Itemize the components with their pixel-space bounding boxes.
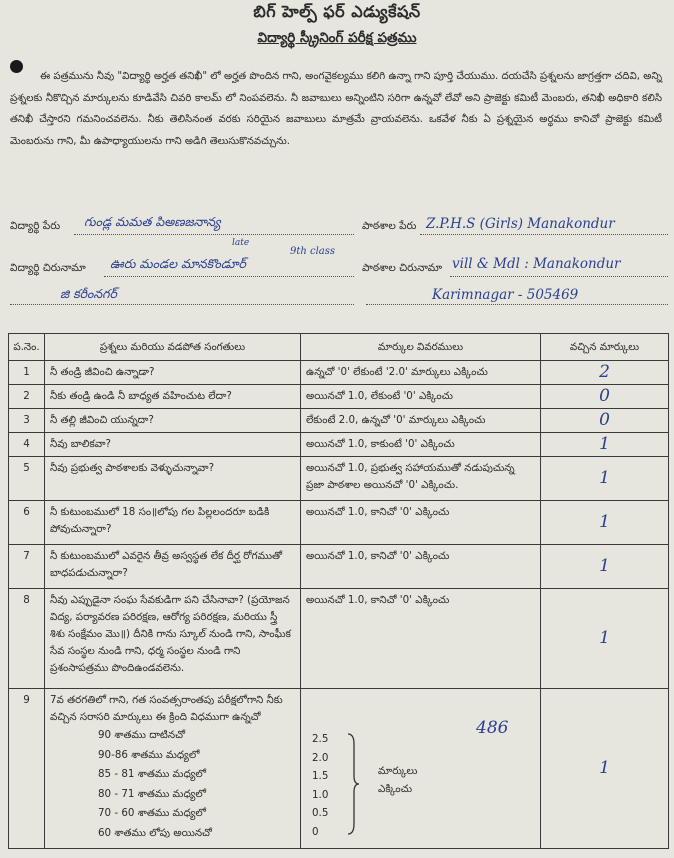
table-row <box>9 433 669 457</box>
table-row <box>9 409 669 433</box>
row-question-grades <box>45 689 301 849</box>
form-subtitle: విద్యార్థి స్క్రీనింగ్ పరీక్ష పత్రము <box>257 30 417 46</box>
school-address-line <box>450 276 668 277</box>
table-row <box>9 501 669 545</box>
row-detail: అయినచో 1.0, కాకుంటే '0' ఎక్కించు <box>301 433 541 457</box>
row-question: నీవు ఎప్పుడైనా సంఘ సేవకుడిగా పని చేసినావా? (ప్రయోజన విద్య, పర్యావరణ పరిరక్షణ, ఆరోగ్య పరిరక్షణ, మరియు స్త్రీ శిశు సంక్షేమం మొ॥) దీనికి గాను స్కూల్ నుండి గాని, సాంఘీక సేవ సంస్థల నుండి గాని, ధర్మ సంస్థల నుండి గాని ప్రశంసాపత్రము పొందిఉండవలెను. <box>45 589 301 689</box>
row-number: 7 <box>9 545 45 589</box>
table-row <box>9 385 669 409</box>
student-name-line <box>74 234 354 235</box>
school-address-line2-value[interactable]: Karimnagar - 505469 <box>432 287 579 303</box>
row-mark[interactable]: 1 <box>541 501 669 545</box>
row-detail: అయినచో 1.0, కానిచో '0' ఎక్కించు <box>301 501 541 545</box>
header-question: ప్రశ్నలు మరియు వడపోత సంగతులు <box>45 334 301 361</box>
row-mark[interactable]: 1 <box>541 457 669 501</box>
row-detail: లేకుంటే 2.0, ఉన్నచో '0' మార్కులు ఎక్కించు <box>301 409 541 433</box>
school-name-line <box>420 234 668 235</box>
row-number: 9 <box>9 689 45 849</box>
row-question: నీకు తండ్రి ఉండి నీ బాధ్యత వహించుట లేదా? <box>45 385 301 409</box>
row-detail: ఉన్నచో '0' లేకుంటే '2.0' మార్కులు ఎక్కించు <box>301 361 541 385</box>
row-mark[interactable]: 0 <box>541 409 669 433</box>
scale-value: 2.0 <box>312 751 329 764</box>
school-address-line-2 <box>366 304 668 305</box>
address-line2-value[interactable]: జి కరీంనగర్ <box>60 286 117 301</box>
student-name-label: విద్యార్థి పేరు <box>10 220 61 232</box>
grade-range-item: 85 - 81 శాతము మధ్యలో <box>98 768 206 780</box>
row-number: 4 <box>9 433 45 457</box>
grade-range-item: 70 - 60 శాతము మధ్యలో <box>98 807 206 819</box>
form-title: బిగ్ హెల్ప్ ఫర్ ఎడ్యుకేషన్ <box>253 2 421 21</box>
row-detail-scale <box>301 689 541 849</box>
grade-range-item: 90-86 శాతము మధ్యలో <box>98 748 200 761</box>
row-mark[interactable]: 1 <box>541 689 669 849</box>
screening-table <box>8 333 669 849</box>
grade-range-item: 80 - 71 శాతము మధ్యలో <box>98 787 206 800</box>
curly-brace-icon <box>346 732 360 836</box>
row-detail: అయినచో 1.0, లేకుంటే '0' ఎక్కించు <box>301 385 541 409</box>
row-question: నీవు బాలికవా? <box>45 433 301 457</box>
row-number: 1 <box>9 361 45 385</box>
row-number: 8 <box>9 589 45 689</box>
row-number: 2 <box>9 385 45 409</box>
table-row <box>9 361 669 385</box>
row-mark[interactable]: 2 <box>541 361 669 385</box>
student-address-value[interactable]: ఊరు మండల మానకొండూర్ <box>110 256 246 271</box>
header-marks-detail: మార్కుల వివరములు <box>301 334 541 361</box>
row-detail: అయినచో 1.0, కానిచో '0' ఎక్కించు <box>301 545 541 589</box>
note-late: late <box>232 238 250 248</box>
header-no: ప.నెం. <box>9 334 45 361</box>
student-address-line <box>104 276 354 277</box>
school-name-label: పాఠశాల పేరు <box>362 220 417 232</box>
row-number: 5 <box>9 457 45 501</box>
row-question: నీ తండ్రి జీవించి ఉన్నాడా? <box>45 361 301 385</box>
handwritten-score: 486 <box>476 718 509 738</box>
table-row <box>9 589 669 689</box>
school-address-value[interactable]: vill & Mdl : Manakondur <box>452 256 621 272</box>
row-question: నీ కుటుంబములో ఎవరైన తీవ్ర అస్వస్థత లేక దీర్ఘ రోగముతో బాధపడుచున్నారా? <box>45 545 301 589</box>
row-detail: అయినచో 1.0, ప్రభుత్వ సహాయముతో నడుపుచున్న ప్రజా పాఠశాల అయినచో '0' ఎక్కించు. <box>301 457 541 501</box>
table-row <box>9 545 669 589</box>
note-class: 9th class <box>290 246 336 257</box>
student-address-label: విద్యార్థి చిరునామా <box>10 262 86 274</box>
table-row <box>9 457 669 501</box>
student-name-value[interactable]: గుండ్ల మమత పిఅణజనాన్య <box>84 214 221 229</box>
marks-scale-list <box>312 730 328 841</box>
row-mark[interactable]: 1 <box>541 545 669 589</box>
row-mark[interactable]: 1 <box>541 433 669 457</box>
grade-range-item: 60 శాతము లోపు అయినచో <box>98 826 212 839</box>
table-row-9 <box>9 689 669 849</box>
scale-value: 1.0 <box>312 788 329 801</box>
grade-range-item: 90 శాతము దాటినచో <box>98 729 185 741</box>
table-header-row <box>9 334 669 361</box>
scale-value: 0.5 <box>312 807 329 819</box>
row-question: నీ తల్లి జీవించి యున్నదా? <box>45 409 301 433</box>
scale-value: 0 <box>312 825 319 838</box>
school-address-label: పాఠశాల చిరునామా <box>362 262 443 274</box>
row-mark[interactable]: 0 <box>541 385 669 409</box>
row-question: నీ కుటుంబములో 18 సం॥లోపు గల పిల్లలందరూ బడికి పోవుచున్నారా? <box>45 501 301 545</box>
row-question: నీవు ప్రభుత్వ పాఠశాలకు వెళ్ళుచున్నావా? <box>45 457 301 501</box>
scale-value: 1.5 <box>312 770 329 782</box>
row-detail: అయినచో 1.0, కానిచో '0' ఎక్కించు <box>301 589 541 689</box>
row-mark[interactable]: 1 <box>541 589 669 689</box>
header-marks-obtained: వచ్చిన మార్కులు <box>541 334 669 361</box>
row9-question: 7వ తరగతిలో గాని, గత సంవత్సరాంతపు పరీక్షలోగాని నీకు వచ్చిన సరాసరి మార్కులు ఈ క్రింది విధముగా ఉన్నచో <box>50 694 283 723</box>
row-number: 6 <box>9 501 45 545</box>
row-number: 3 <box>9 409 45 433</box>
school-name-value[interactable]: Z.P.H.S (Girls) Manakondur <box>426 216 615 232</box>
scale-value: 2.5 <box>312 733 329 745</box>
scale-label: మార్కులు ఎక్కించు <box>378 765 418 795</box>
grade-range-list <box>98 726 295 843</box>
intro-paragraph: ఈ పత్రమును నీవు "విద్యార్థి అర్హత తనిఖీ" లో అర్హత పొందిన గాని, అంగవైకల్యము కలిగి ఉన్నా గాని పూర్తి చేయుము. దయచేసి ప్రశ్నలను జాగ్రత్తగా చదివి, అన్ని ప్రశ్నలకు నీకొచ్చిన మార్కులను కూడివేసి చివరి కాలమ్ లో నింపవలెను. నీ జవాబులు అన్నింటిని సరిగా ఉన్నవో లేవో అని ప్రాజెక్టు కమిటీ మెంబరు, తనిఖీ అధికారి కలిసి తనిఖీ చేస్తారని గమనించవలెను. నీకు తెలిసినంత వరకు సరియైన జవాబులు మాత్రమే వ్రాయవలెను. ఒకవేళ నీకు ఏ ప్రశ్నయైన అర్థము కానిచో ప్రాజెక్టు కమిటీ మెంబరును గాని, మీ ఉపాధ్యాయులను గాని అడిగి తెలుసుకొనవచ్చును. <box>10 71 662 147</box>
